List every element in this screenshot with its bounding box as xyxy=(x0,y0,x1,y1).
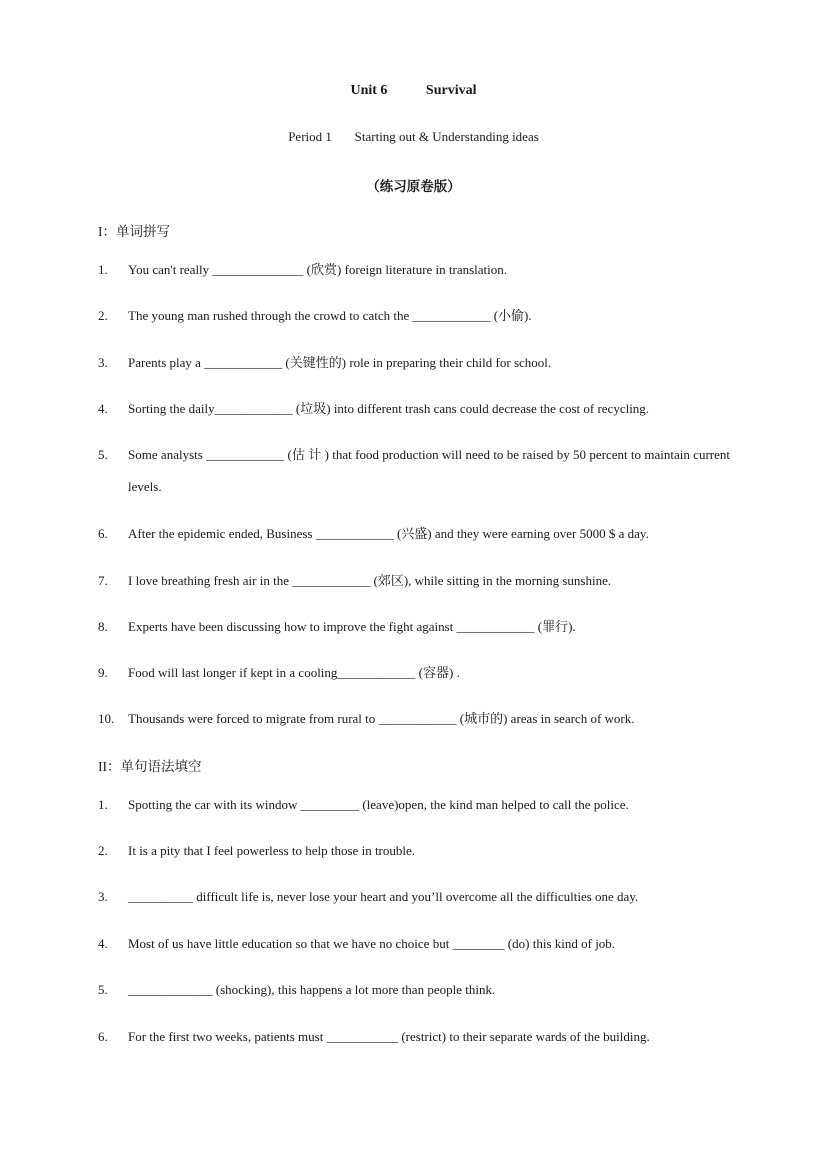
item-text: _____________ (shocking), this happens a lot more than people think. xyxy=(128,982,496,997)
item-number: 5. xyxy=(98,447,108,462)
item-text: Some analysts ____________ (估 计 ) that food production will need to be raised by 50 percent to maintain current levels. xyxy=(128,447,730,494)
item-text: Parents play a ____________ (关键性的) role in preparing their child for school. xyxy=(128,355,552,370)
item-number: 3. xyxy=(98,355,108,370)
item-text: The young man rushed through the crowd to catch the ____________ (小偷). xyxy=(128,308,532,323)
item-text: After the epidemic ended, Business ____________ (兴盛) and they were earning over 5000 $ a day. xyxy=(128,526,649,541)
item-text: Spotting the car with its window _________ (leave)open, the kind man helped to call the police. xyxy=(128,797,629,812)
item-text: Most of us have little education so that we have no choice but ________ (do) this kind of job. xyxy=(128,936,616,951)
section-heading-spelling: I：单词拼写 xyxy=(98,224,170,239)
version-label: （练习原卷版） xyxy=(366,179,461,194)
item-text: It is a pity that I feel powerless to help those in trouble. xyxy=(128,843,416,858)
item-number: 2. xyxy=(98,843,108,858)
item-number: 2. xyxy=(98,308,108,323)
item-number: 7. xyxy=(98,573,108,588)
item-text: Experts have been discussing how to improve the fight against ____________ (罪行). xyxy=(128,619,576,634)
item-text: For the first two weeks, patients must ___________ (restrict) to their separate wards of the building. xyxy=(128,1029,650,1044)
item-number: 6. xyxy=(98,1029,108,1044)
item-number: 1. xyxy=(98,262,108,277)
item-text: Thousands were forced to migrate from rural to ____________ (城市的) areas in search of work. xyxy=(128,711,635,726)
item-text: You can't really ______________ (欣赏) foreign literature in translation. xyxy=(128,262,508,277)
item-text: __________ difficult life is, never lose your heart and you’ll overcome all the difficulties one day. xyxy=(128,889,639,904)
item-number: 9. xyxy=(98,665,108,680)
item-number: 1. xyxy=(98,797,108,812)
section-heading-grammar: II：单句语法填空 xyxy=(98,759,202,774)
item-text: I love breathing fresh air in the ____________ (郊区), while sitting in the morning sunshine. xyxy=(128,573,612,588)
item-number: 8. xyxy=(98,619,108,634)
unit-title: Unit 6 Survival xyxy=(350,83,477,98)
item-number: 3. xyxy=(98,889,108,904)
item-number: 4. xyxy=(98,936,108,951)
item-text: Sorting the daily____________ (垃圾) into different trash cans could decrease the cost of recycling. xyxy=(128,401,650,416)
period-subtitle: Period 1 Starting out & Understanding ideas xyxy=(288,129,539,144)
item-number: 5. xyxy=(98,982,108,997)
item-number: 10. xyxy=(98,711,115,726)
item-number: 4. xyxy=(98,401,108,416)
item-text: Food will last longer if kept in a cooling____________ (容器) . xyxy=(128,665,460,680)
item-number: 6. xyxy=(98,526,108,541)
